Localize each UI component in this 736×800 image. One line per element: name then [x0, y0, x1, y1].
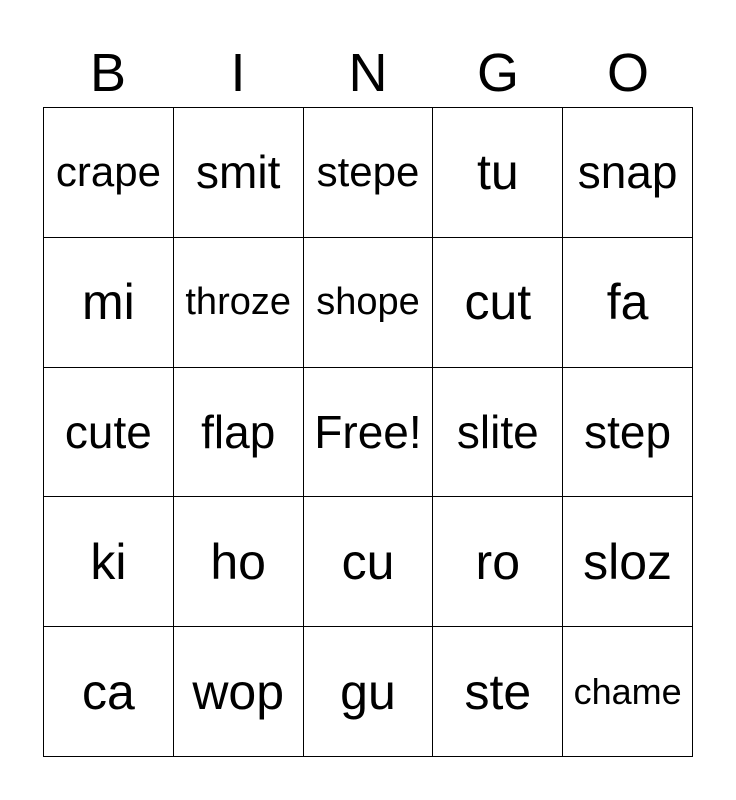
bingo-cell[interactable]: snap	[563, 108, 693, 238]
bingo-cell[interactable]: chame	[563, 627, 693, 757]
bingo-cell[interactable]: mi	[44, 238, 174, 368]
bingo-cell[interactable]: ki	[44, 497, 174, 627]
bingo-cell[interactable]: cute	[44, 368, 174, 498]
header-letter-o: O	[606, 43, 649, 103]
bingo-cell[interactable]: cut	[433, 238, 563, 368]
bingo-cell[interactable]: smit	[174, 108, 304, 238]
free-space-cell[interactable]: Free!	[304, 368, 434, 498]
bingo-cell[interactable]: ho	[174, 497, 304, 627]
header-letter-i: I	[230, 43, 246, 103]
bingo-cell[interactable]: gu	[304, 627, 434, 757]
bingo-cell[interactable]: crape	[44, 108, 174, 238]
bingo-header	[43, 38, 693, 108]
bingo-cell[interactable]: cu	[304, 497, 434, 627]
bingo-cell[interactable]: shope	[304, 238, 434, 368]
header-letter-b: B	[89, 43, 127, 103]
header-letter-g: G	[476, 43, 519, 103]
bingo-card-grid	[43, 107, 693, 757]
bingo-cell[interactable]: stepe	[304, 108, 434, 238]
bingo-cell[interactable]: flap	[174, 368, 304, 498]
bingo-cell[interactable]: ro	[433, 497, 563, 627]
bingo-cell[interactable]: slite	[433, 368, 563, 498]
bingo-cell[interactable]: ste	[433, 627, 563, 757]
header-letter-n: N	[348, 43, 388, 103]
bingo-cell[interactable]: throze	[174, 238, 304, 368]
bingo-cell[interactable]: step	[563, 368, 693, 498]
bingo-cell[interactable]: wop	[174, 627, 304, 757]
bingo-cell[interactable]: sloz	[563, 497, 693, 627]
bingo-cell[interactable]: fa	[563, 238, 693, 368]
bingo-cell[interactable]: ca	[44, 627, 174, 757]
bingo-cell[interactable]: tu	[433, 108, 563, 238]
